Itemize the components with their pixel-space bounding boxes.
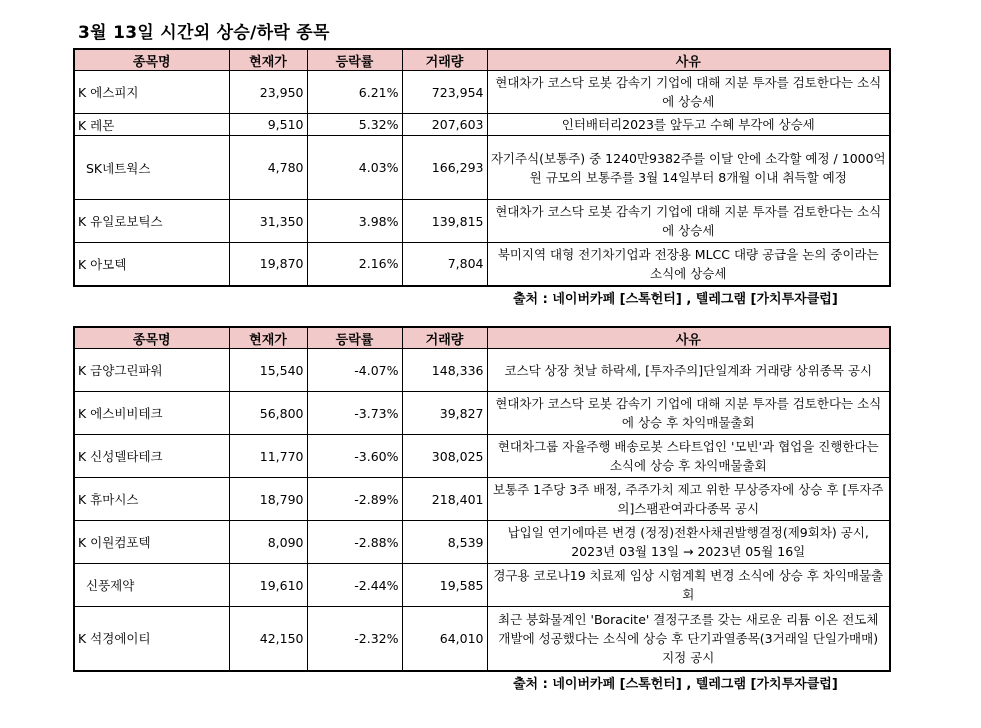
table-row (74, 114, 890, 136)
stock-reason: 현대차가 코스닥 로봇 감속기 기업에 대해 지분 투자를 검토한다는 소식에 상승세 (487, 71, 890, 114)
stock-change: -3.60% (307, 435, 402, 478)
header-price: 현재가 (229, 49, 307, 71)
stock-name: K 레몬 (74, 114, 229, 136)
stock-name: K 휴마시스 (74, 478, 229, 521)
stock-volume: 207,603 (402, 114, 487, 136)
table-row (74, 71, 890, 114)
stock-name: K 금양그린파워 (74, 349, 229, 392)
header-volume: 거래량 (402, 327, 487, 349)
stock-price: 31,350 (229, 200, 307, 243)
stock-reason: 보통주 1주당 3주 배정, 주주가치 제고 위한 무상증자에 상승 후 [투자주의]스팸관여과다종목 공시 (487, 478, 890, 521)
stock-reason: 현대차가 코스닥 로봇 감속기 기업에 대해 지분 투자를 검토한다는 소식에 상승 후 차익매물출회 (487, 392, 890, 435)
source-note: 출처 : 네이버카페 [스톡헌터] , 텔레그램 [가치투자클럽] (513, 677, 838, 692)
table-row (74, 564, 890, 607)
stock-price: 56,800 (229, 392, 307, 435)
stock-change: -2.44% (307, 564, 402, 607)
stock-name: K 석경에이티 (74, 607, 229, 671)
table-header-row (74, 49, 890, 71)
stock-change: -3.73% (307, 392, 402, 435)
header-change: 등락률 (307, 49, 402, 71)
stock-change: -2.32% (307, 607, 402, 671)
table-row (74, 349, 890, 392)
stock-volume: 308,025 (402, 435, 487, 478)
stock-volume: 7,804 (402, 243, 487, 286)
page-title: 3월 13일 시간외 상승/하락 종목 (78, 23, 330, 43)
stock-price: 8,090 (229, 521, 307, 564)
header-name: 종목명 (74, 327, 229, 349)
stock-price: 23,950 (229, 71, 307, 114)
stock-name: K 이원컴포텍 (74, 521, 229, 564)
table-row (74, 521, 890, 564)
table-row (74, 200, 890, 243)
header-change: 등락률 (307, 327, 402, 349)
stock-change: -4.07% (307, 349, 402, 392)
stock-name: K 에스비비테크 (74, 392, 229, 435)
stock-name: K 아모텍 (74, 243, 229, 286)
stock-volume: 723,954 (402, 71, 487, 114)
stock-name: 신풍제약 (74, 564, 229, 607)
stock-name: K 신성델타테크 (74, 435, 229, 478)
header-volume: 거래량 (402, 49, 487, 71)
stock-change: 3.98% (307, 200, 402, 243)
stock-name: K 에스피지 (74, 71, 229, 114)
stock-reason: 북미지역 대형 전기차기업과 전장용 MLCC 대량 공급을 논의 중이라는 소식에 상승세 (487, 243, 890, 286)
stock-volume: 218,401 (402, 478, 487, 521)
rising-stocks-table (73, 48, 891, 287)
stock-name: SK네트웍스 (74, 136, 229, 200)
stock-reason: 최근 붕화물계인 'Boracite' 결정구조를 갖는 새로운 리튬 이온 전도체 개발에 성공했다는 소식에 상승 후 단기과열종목(3거래일 단일가매매) 지정 공시 (487, 607, 890, 671)
stock-reason: 경구용 코로나19 치료제 임상 시험계획 변경 소식에 상승 후 차익매물출회 (487, 564, 890, 607)
header-name: 종목명 (74, 49, 229, 71)
stock-price: 19,870 (229, 243, 307, 286)
table-row (74, 607, 890, 671)
stock-reason: 코스닥 상장 첫날 하락세, [투자주의]단일계좌 거래량 상위종목 공시 (487, 349, 890, 392)
stock-volume: 8,539 (402, 521, 487, 564)
stock-volume: 139,815 (402, 200, 487, 243)
stock-volume: 19,585 (402, 564, 487, 607)
stock-volume: 148,336 (402, 349, 487, 392)
stock-price: 9,510 (229, 114, 307, 136)
header-price: 현재가 (229, 327, 307, 349)
stock-price: 42,150 (229, 607, 307, 671)
table-row (74, 243, 890, 286)
stock-change: -2.89% (307, 478, 402, 521)
stock-reason: 자기주식(보통주) 중 1240만9382주를 이달 안에 소각할 예정 / 1000억원 규모의 보통주를 3월 14일부터 8개월 이내 취득할 예정 (487, 136, 890, 200)
table-header-row (74, 327, 890, 349)
stock-volume: 64,010 (402, 607, 487, 671)
stock-change: 5.32% (307, 114, 402, 136)
stock-reason: 현대차가 코스닥 로봇 감속기 기업에 대해 지분 투자를 검토한다는 소식에 상승세 (487, 200, 890, 243)
stock-price: 18,790 (229, 478, 307, 521)
falling-stocks-table (73, 326, 891, 672)
stock-price: 15,540 (229, 349, 307, 392)
stock-price: 11,770 (229, 435, 307, 478)
header-reason: 사유 (487, 327, 890, 349)
header-reason: 사유 (487, 49, 890, 71)
stock-reason: 납입일 연기에따른 변경 (정정)전환사채권발행결정(제9회차) 공시, 2023년 03월 13일 → 2023년 05월 16일 (487, 521, 890, 564)
stock-name: K 유일로보틱스 (74, 200, 229, 243)
table-row (74, 478, 890, 521)
stock-change: 6.21% (307, 71, 402, 114)
stock-change: -2.88% (307, 521, 402, 564)
table-row (74, 435, 890, 478)
stock-volume: 39,827 (402, 392, 487, 435)
stock-price: 19,610 (229, 564, 307, 607)
stock-change: 2.16% (307, 243, 402, 286)
table-row (74, 392, 890, 435)
source-note: 출처 : 네이버카페 [스톡헌터] , 텔레그램 [가치투자클럽] (513, 292, 838, 307)
stock-price: 4,780 (229, 136, 307, 200)
stock-reason: 현대차그룹 자율주행 배송로봇 스타트업인 '모빈'과 협업을 진행한다는 소식에 상승 후 차익매물출회 (487, 435, 890, 478)
stock-change: 4.03% (307, 136, 402, 200)
stock-volume: 166,293 (402, 136, 487, 200)
stock-reason: 인터배터리2023를 앞두고 수혜 부각에 상승세 (487, 114, 890, 136)
table-row (74, 136, 890, 200)
